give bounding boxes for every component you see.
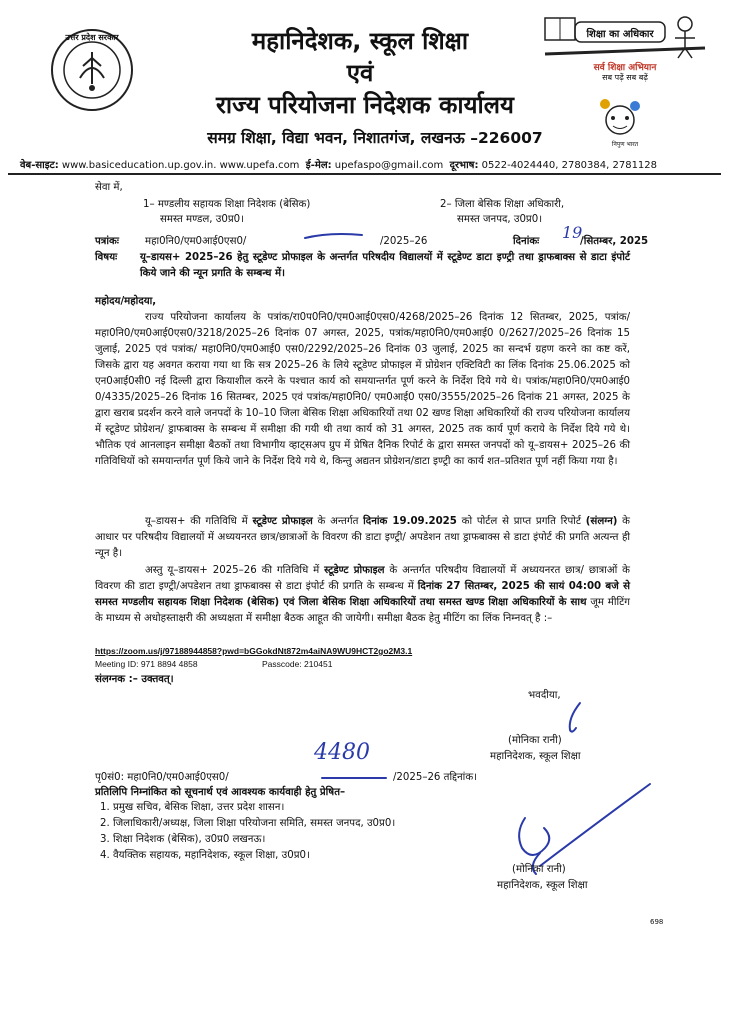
copy-item-2: 2. जिलाधिकारी/अध्यक्ष, जिला शिक्षा परियोजना समिति, समस्त जनपद, उ0प्र0। — [100, 818, 396, 829]
salutation: महोदय/महोदया, — [95, 296, 157, 307]
signatory-designation-1: महानिदेशक, स्कूल शिक्षा — [490, 751, 581, 762]
para-2-g: के आधार पर परिषदीय विद्यालयों में अध्ययनरत छात्र/छात्राओं के विवरण की डाटा इण्ट्री/ अपडेशन तथा ड्राफबाक्स से डाटा इंपोर्ट की प्रगति अत्यन्त ही न्यून है। — [95, 516, 630, 559]
page-number: 698 — [650, 918, 664, 926]
recipient-1-line2: समस्त मण्डल, उ0प्र0। — [160, 214, 244, 225]
zoom-link[interactable]: https://zoom.us/j/97188944858?pwd=bGGokdNt872m4aiNA9WU9HCT2go2M3.1 — [95, 646, 413, 656]
email-link[interactable]: upefaspo@gmail.com — [334, 160, 444, 171]
phone-label: दूरभाष: — [449, 160, 479, 171]
enclosure: संलग्नक :– उक्तवत्। — [95, 674, 174, 685]
seva-men: सेवा में, — [95, 182, 123, 193]
emblem-text: उत्तर प्रदेश सरकार — [65, 33, 119, 42]
office-title-line3: राज्य परियोजना निदेशक कार्यालय — [216, 91, 514, 119]
para-2 — [95, 514, 630, 562]
header-divider — [8, 173, 721, 175]
rte-label: शिक्षा का अधिकार — [586, 29, 654, 40]
dispatch-label: पृ0सं0: महा0नि0/एम0आई0एस0/ — [95, 772, 229, 783]
meeting-id: Meeting ID: 971 8894 4858 — [95, 659, 198, 669]
copy-item-3: 3. शिक्षा निदेशक (बेसिक), उ0प्र0 लखनऊ। — [100, 834, 266, 845]
para-3 — [95, 563, 630, 627]
passcode: Passcode: 210451 — [262, 659, 333, 669]
date-label: दिनांकः — [513, 236, 540, 247]
date-value: /सितम्बर, 2025 — [580, 236, 649, 247]
para-3-c: के अन्तर्गत परिषदीय विद्यालयों में अध्ययनरत छात्र/ छात्राओं के विवरण की डाटा इण्ट्री/अपडेशन तथा ड्राफबाक्स से डाटा इंपोर्ट की प्रगति के सम्बन्ध में — [95, 565, 630, 592]
office-title-line2: एवं — [346, 59, 374, 87]
para-3-d: दिनांक 27 सितम्बर, 2025 की सायं 04:00 बजे से समस्त मण्डलीय सहायक शिक्षा निदेशक (बेसिक) एवं जिला बेसिक शिक्षा अधिकारियों तथा समस्त खण्ड शिक्षा अधिकारियों के साथ — [95, 581, 631, 608]
office-title-line1: महानिदेशक, स्कूल शिक्षा — [251, 27, 469, 55]
office-address: समग्र शिक्षा, विद्या भवन, निशातगंज, लखनऊ –226007 — [207, 129, 543, 147]
ssa-label: सर्व शिक्षा अभियान — [593, 63, 657, 73]
recipient-2-line2: समस्त जनपद, उ0प्र0। — [457, 214, 543, 225]
nipun-label: निपुण भारत — [611, 141, 639, 148]
copy-item-1: 1. प्रमुख सचिव, बेसिक शिक्षा, उत्तर प्रदेश शासन। — [100, 802, 285, 813]
copy-to-line: प्रतिलिपि निम्नांकित को सूचनार्थ एवं आवश्यक कार्यवाही हेतु प्रेषित– — [95, 787, 346, 798]
para-3-e: जूम मीटिंग के माध्यम से अधोहस्ताक्षरी की अध्यक्षता में समीक्षा बैठक आहूत की जायेगी। समीक्षा बैठक हेतु मीटिंग का लिंक निम्नवत् है :– — [95, 597, 630, 624]
website-link[interactable]: www.basiceducation.up.gov.in. www.upefa.com — [61, 160, 300, 171]
recipient-2-line1: 2– जिला बेसिक शिक्षा अधिकारी, — [440, 199, 565, 210]
signature-1 — [560, 700, 590, 736]
subject-label: विषयः — [95, 252, 118, 263]
phone-number: 0522-4024440, 2780384, 2781128 — [481, 160, 658, 171]
ssa-tagline: सब पढ़ें सब बढ़ें — [602, 73, 648, 82]
handwritten-dispatch-number: 4480 — [314, 740, 370, 765]
copy-item-4: 4. वैयक्तिक सहायक, महानिदेशक, स्कूल शिक्षा, उ0प्र0। — [100, 850, 310, 861]
para-2-b: स्टूडेण्ट प्रोफाइल — [252, 516, 313, 527]
subject-text: यू–डायस+ 2025–26 हेतु स्टूडेण्ट प्रोफाइल के अन्तर्गत परिषदीय विद्यालयों में स्टूडेण्ट डाटा इण्ट्री तथा ड्राफबाक्स से डाटा इंपोर्ट किये जाने की न्यून प्रगति के सम्बन्ध में। — [140, 252, 630, 279]
contact-line — [20, 157, 710, 171]
bhavdiya: भवदीया, — [528, 690, 561, 701]
patrank-year: /2025–26 — [380, 236, 428, 247]
para-2-d: दिनांक 19.09.2025 — [363, 516, 457, 527]
para-2-f: (संलग्न) — [585, 516, 618, 527]
signatory-designation-2: महानिदेशक, स्कूल शिक्षा — [497, 880, 588, 891]
para-2-c: के अन्तर्गत — [312, 516, 364, 527]
website-label: वेब-साइट: — [20, 160, 59, 171]
para-1: राज्य परियोजना कार्यालय के पत्रांक/रा0प0नि0/एम0आई0एस0/4268/2025–26 दिनांक 12 सितम्बर, 2025, पत्रांक/महा0नि0/एम0आई0एस0/3218/2025–26 दिनांक 07 अगस्त, 2025, पत्रांक/महा0नि0/एम0आई0 0/2627/2025–26 दिनांक 15 जुलाई, 2025 एवं पत्रांक/ महा0नि0/एम0आई0 एस0/2292/2025–26 दिनांक 03 जुलाई, 2025 का सन्दर्भ ग्रहण करने का कष्ट करें, जिसके द्वारा यह अवगत कराया गया था कि सत्र 2025–26 के लिये स्टूडेण्ट प्रोफाइल में प्रोग्रेशन एक्टिविटी का लिंक दिनांक 25.06.2025 को एन0आई0सी0 नई दिल्ली द्वारा कियाशील करने के पश्चात कार्य को समयान्तर्गत पूर्ण करने के निर्देश दिये गये थे। पत्रांक/महा0नि0/एम0आई0 0/4335/2025–26 दिनांक 16 सितम्बर, 2025 एवं पत्रांक/महा0नि0/ एम0आई0 एस0/3555/2025–26 दिनांक 21 अगस्त, 2025 के द्वारा खराब प्रदर्शन करने वाले जनपदों के 10–10 जिला बेसिक शिक्षा अधिकारियों तथा 02 खण्ड शिक्षा अधिकारियों की राज्य परियोजना कार्यालय में स्टूडेण्ट प्रोग्रेशन/ ड्राफबाक्स के सम्बन्ध में समीक्षा की गयी थी तथा कार्य को 31 अगस्त, 2025 तक कार्य पूर्ण कराये के निर्देश दिये गये थे। भौतिक एवं आनलाइन समीक्षा बैठकों तथा विभागीय व्हाट्सअप ग्रुप में प्रेषित दैनिक रिपोर्ट के द्वारा समस्त जनपदों को यू–डायस+ 2025–26 की गतिविधियों को समयान्तर्गत पूर्ण किये जाने के निर्देश दिये गये थे, किन्तु अद्यतन प्रोग्रेशन/डाटा इण्ट्री का कार्य शत–प्रतिशत पूर्ण नहीं किया गया है। — [95, 312, 630, 467]
dispatch-year: /2025–26 तद्दिनांक। — [393, 772, 478, 783]
signatory-name-1: (मोनिका रानी) — [508, 735, 562, 746]
handwritten-dash — [300, 228, 370, 244]
para-2-e: को पोर्टल से प्राप्त प्रगति रिपोर्ट — [456, 516, 586, 527]
patrank-label: पत्रांकः — [95, 236, 119, 247]
handwritten-date: 19 — [562, 223, 583, 242]
para-2-a: यू–डायस+ की गतिविधि में — [145, 516, 253, 527]
para-3-b: स्टूडेण्ट प्रोफाइल — [324, 565, 385, 576]
patrank-value: महा0नि0/एम0आई0एस0/ — [145, 236, 247, 247]
signatory-name-2: (मोनिका रानी) — [512, 864, 566, 875]
email-label: ई-मेल: — [305, 160, 332, 171]
para-3-a: अस्तु यू–डायस+ 2025–26 की गतिविधि में — [145, 565, 325, 576]
recipient-1-line1: 1– मण्डलीय सहायक शिक्षा निदेशक (बेसिक) — [143, 199, 311, 210]
dispatch-underline — [320, 768, 390, 782]
